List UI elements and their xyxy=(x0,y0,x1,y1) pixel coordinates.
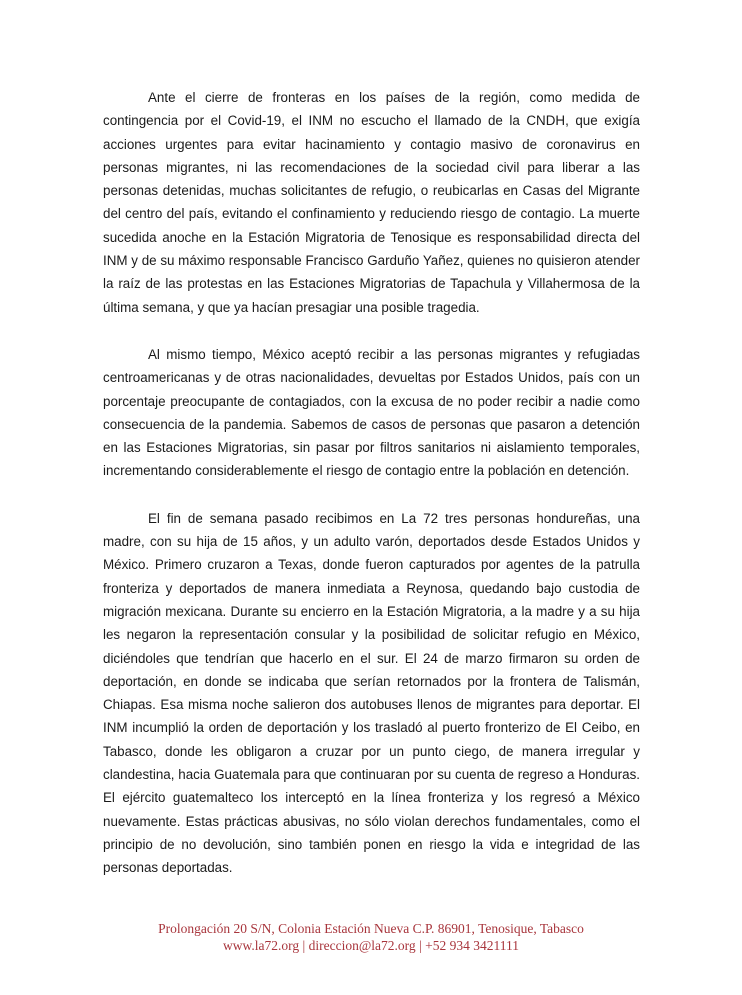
page-spacer xyxy=(0,880,742,920)
document-body xyxy=(103,86,640,880)
paragraph-3: El fin de semana pasado recibimos en La 72 tres personas hondureñas, una madre, con su hija de 15 años, y un adulto varón, deportados desde Estados Unidos y México. Primero cruzaron a Texas, donde fueron capturados por agentes de la patrulla fronteriza y deportados de manera inmediata a Reynosa, quedando bajo custodia de migración mexicana. Durante su encierro en la Estación Migratoria, a la madre y a su hija les negaron la representación consular y la posibilidad de solicitar refugio en México, diciéndoles que tendrían que hacerlo en el sur. El 24 de marzo firmaron su orden de deportación, en donde se indicaba que serían retornados por la frontera de Talismán, Chiapas. Esa misma noche salieron dos autobuses llenos de migrantes para deportar. El INM incumplió la orden de deportación y los trasladó al puerto fronterizo de El Ceibo, en Tabasco, donde les obligaron a cruzar por un punto ciego, de manera irregular y clandestina, hacia Guatemala para que continuaran por su cuenta de regreso a Honduras. El ejército guatemalteco los interceptó en la línea fronteriza y los regresó a México nuevamente. Estas prácticas abusivas, no sólo violan derechos fundamentales, como el principio de no devolución, sino también ponen en riesgo la vida e integridad de las personas deportadas. xyxy=(103,510,640,876)
paragraph-1: Ante el cierre de fronteras en los países de la región, como medida de contingencia por el Covid-19, el INM no escucho el llamado de la CNDH, que exigía acciones urgentes para evitar hacinamiento y contagio masivo de coronavirus en personas migrantes, ni las recomendaciones de la sociedad civil para liberar a las personas detenidas, muchas solicitantes de refugio, o reubicarlas en Casas del Migrante del centro del país, evitando el confinamiento y reduciendo riesgo de contagio. La muerte sucedida anoche en la Estación Migratoria de Tenosique es responsabilidad directa del INM y de su máximo responsable Francisco Garduño Yañez, quienes no quisieron atender la raíz de las protestas en las Estaciones Migratorias de Tapachula y Villahermosa de la última semana, y que ya hacían presagiar una posible tragedia. xyxy=(103,90,640,315)
footer-address: Prolongación 20 S/N, Colonia Estación Nueva C.P. 86901, Tenosique, Tabasco xyxy=(158,920,584,936)
footer-contact: www.la72.org | direccion@la72.org | +52 934 3421111 xyxy=(223,937,519,953)
letterhead-footer xyxy=(0,920,742,995)
paragraph-2: Al mismo tiempo, México aceptó recibir a las personas migrantes y refugiadas centroamericanas y de otras nacionalidades, devueltas por Estados Unidos, país con un porcentaje preocupante de contagiados, con la excusa de no poder recibir a nadie como consecuencia de la pandemia. Sabemos de casos de personas que pasaron a detención en las Estaciones Migratorias, sin pasar por filtros sanitarios ni aislamiento temporales, incrementando considerablemente el riesgo de contagio entre la población en detención. xyxy=(103,346,640,479)
